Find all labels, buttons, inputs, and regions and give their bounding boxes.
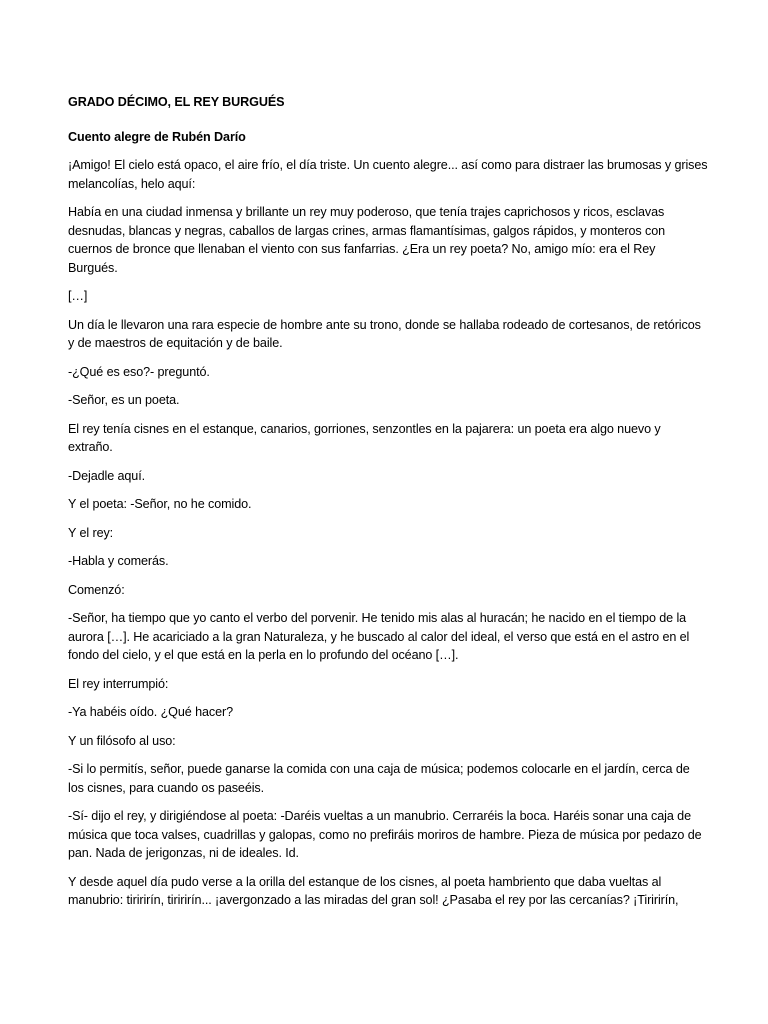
paragraph: -Señor, ha tiempo que yo canto el verbo del porvenir. He tenido mis alas al huracán; he nacido en el tiempo de la aurora […]. He acariciado a la gran Naturaleza, y he buscado al calor del ideal, el verso que está en el astro en el fondo del cielo, y el que está en la perla en lo profundo del océano […]. bbox=[68, 611, 690, 662]
paragraph: Y un filósofo al uso: bbox=[68, 733, 176, 748]
paragraph: ¡Amigo! El cielo está opaco, el aire frío, el día triste. Un cuento alegre... así como para distraer las brumosas y grises melancolías, helo aquí: bbox=[68, 158, 708, 191]
paragraph: -Sí- dijo el rey, y dirigiéndose al poeta: -Daréis vueltas a un manubrio. Cerraréis la boca. Haréis sonar una caja de música que toca valses, cuadrillas y galopas, como no prefiráis moriros de hambre. Pieza de música por pedazo de pan. Nada de jerigonzas, ni de ideales. Id. bbox=[68, 809, 702, 860]
document-title: GRADO DÉCIMO, EL REY BURGUÉS bbox=[68, 95, 285, 109]
paragraph: -Habla y comerás. bbox=[68, 554, 169, 568]
document-page bbox=[68, 93, 708, 920]
paragraph: -Si lo permitís, señor, puede ganarse la comida con una caja de música; podemos colocarle en el jardín, cerca de los cisnes, para cuando os paseéis. bbox=[68, 762, 690, 795]
paragraph: Comenzó: bbox=[68, 582, 125, 597]
document-subtitle: Cuento alegre de Rubén Darío bbox=[68, 129, 246, 144]
paragraph: -Ya habéis oído. ¿Qué hacer? bbox=[68, 705, 233, 719]
paragraph: Y el rey: bbox=[68, 525, 114, 540]
paragraph: El rey tenía cisnes en el estanque, canarios, gorriones, senzontles en la pajarera: un poeta era algo nuevo y extraño. bbox=[68, 421, 661, 454]
paragraph: El rey interrumpió: bbox=[68, 676, 169, 691]
paragraph: -Dejadle aquí. bbox=[68, 468, 146, 483]
paragraph: -¿Qué es eso?- preguntó. bbox=[68, 364, 210, 379]
paragraph: […] bbox=[68, 289, 88, 303]
paragraph: Un día le llevaron una rara especie de hombre ante su trono, donde se hallaba rodeado de cortesanos, de retóricos y de maestros de equitación y de baile. bbox=[68, 317, 701, 350]
paragraph: Había en una ciudad inmensa y brillante un rey muy poderoso, que tenía trajes caprichosos y ricos, esclavas desnudas, blancas y negras, caballos de largas crines, armas flamantísimas, galgos rápidos, y monteros con cuernos de bronce que llenaban el viento con sus fanfarrias. ¿Era un rey poeta? No, amigo mío: era el Rey Burgués. bbox=[68, 205, 666, 275]
paragraph: Y desde aquel día pudo verse a la orilla del estanque de los cisnes, al poeta hambriento que daba vueltas al manubrio: tiririrín, tiririrín... ¡avergonzado a las miradas del gran sol! ¿Pasaba el rey por las cercanías? ¡Tiririrín, bbox=[68, 874, 679, 907]
paragraph: Y el poeta: -Señor, no he comido. bbox=[68, 497, 252, 511]
paragraph: -Señor, es un poeta. bbox=[68, 393, 180, 407]
